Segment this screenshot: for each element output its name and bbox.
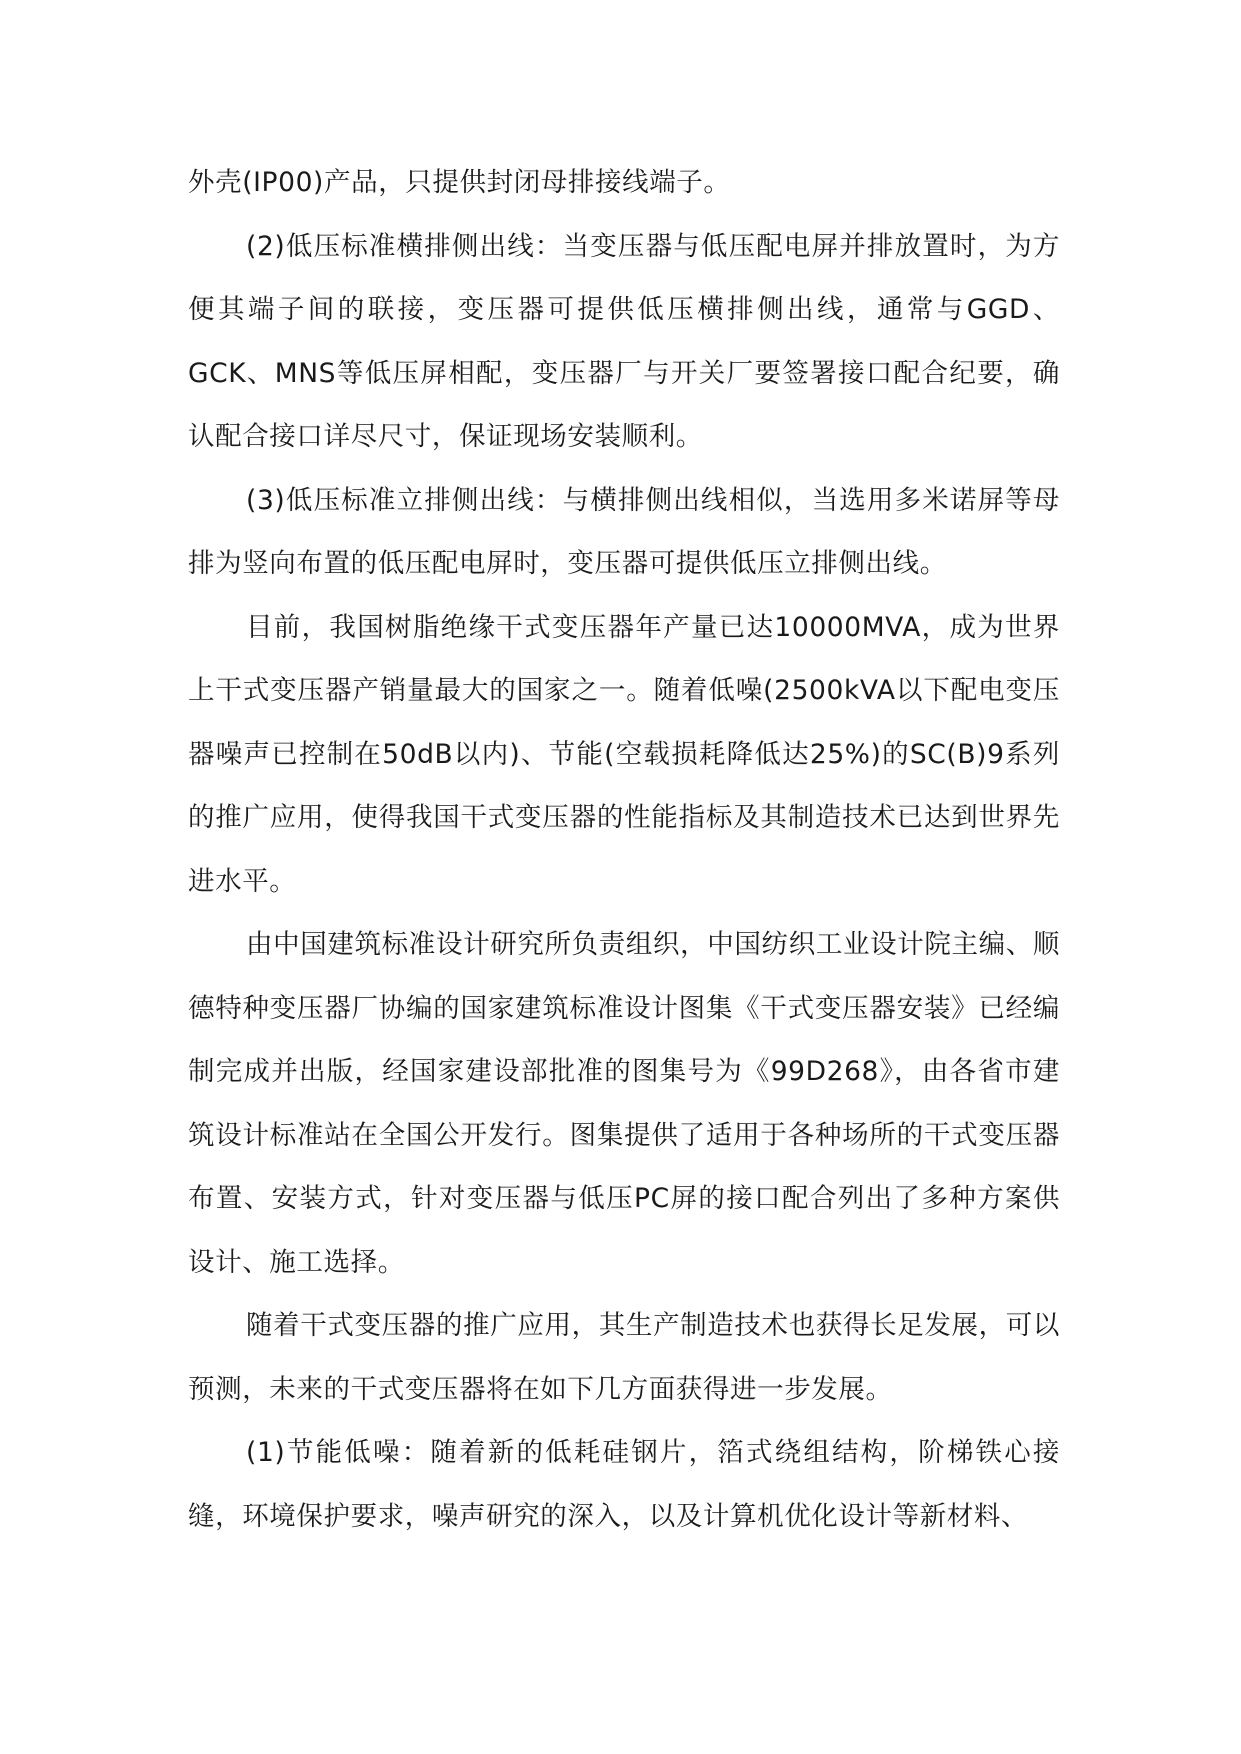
paragraph: 目前，我国树脂绝缘干式变压器年产量已达10000MVA，成为世界上干式变压器产销量最大的国家之一。随着低噪(2500kVA以下配电变压器噪声已控制在50dB以内)、节能(空载损耗降低达25%)的SC(B)9系列的推广应用，使得我国干式变压器的性能指标及其制造技术已达到世界先进水平。 <box>188 611 1060 897</box>
paragraph: 由中国建筑标准设计研究所负责组织，中国纺织工业设计院主编、顺德特种变压器厂协编的国家建筑标准设计图集《干式变压器安装》已经编制完成并出版，经国家建设部批准的图集号为《99D268》，由各省市建筑设计标准站在全国公开发行。图集提供了适用于各种场所的干式变压器布置、安装方式，针对变压器与低压PC屏的接口配合列出了多种方案供设计、施工选择。 <box>188 929 1060 1278</box>
paragraph: 随着干式变压器的推广应用，其生产制造技术也获得长足发展，可以预测，未来的干式变压器将在如下几方面获得进一步发展。 <box>188 1310 1060 1405</box>
body-text <box>188 151 1060 1548</box>
paragraph: 外壳(IP00)产品，只提供封闭母排接线端子。 <box>188 167 731 198</box>
paragraph: (2)低压标准横排侧出线：当变压器与低压配电屏并排放置时，为方便其端子间的联接，变压器可提供低压横排侧出线，通常与GGD、GCK、MNS等低压屏相配，变压器厂与开关厂要签署接口配合纪要，确认配合接口详尽尺寸，保证现场安装顺利。 <box>188 230 1060 452</box>
paragraph: (3)低压标准立排侧出线：与横排侧出线相似，当选用多米诺屏等母排为竖向布置的低压配电屏时，变压器可提供低压立排侧出线。 <box>188 484 1060 579</box>
paragraph: (1)节能低噪：随着新的低耗硅钢片，箔式绕组结构，阶梯铁心接缝，环境保护要求，噪声研究的深入，以及计算机优化设计等新材料、 <box>188 1437 1060 1532</box>
